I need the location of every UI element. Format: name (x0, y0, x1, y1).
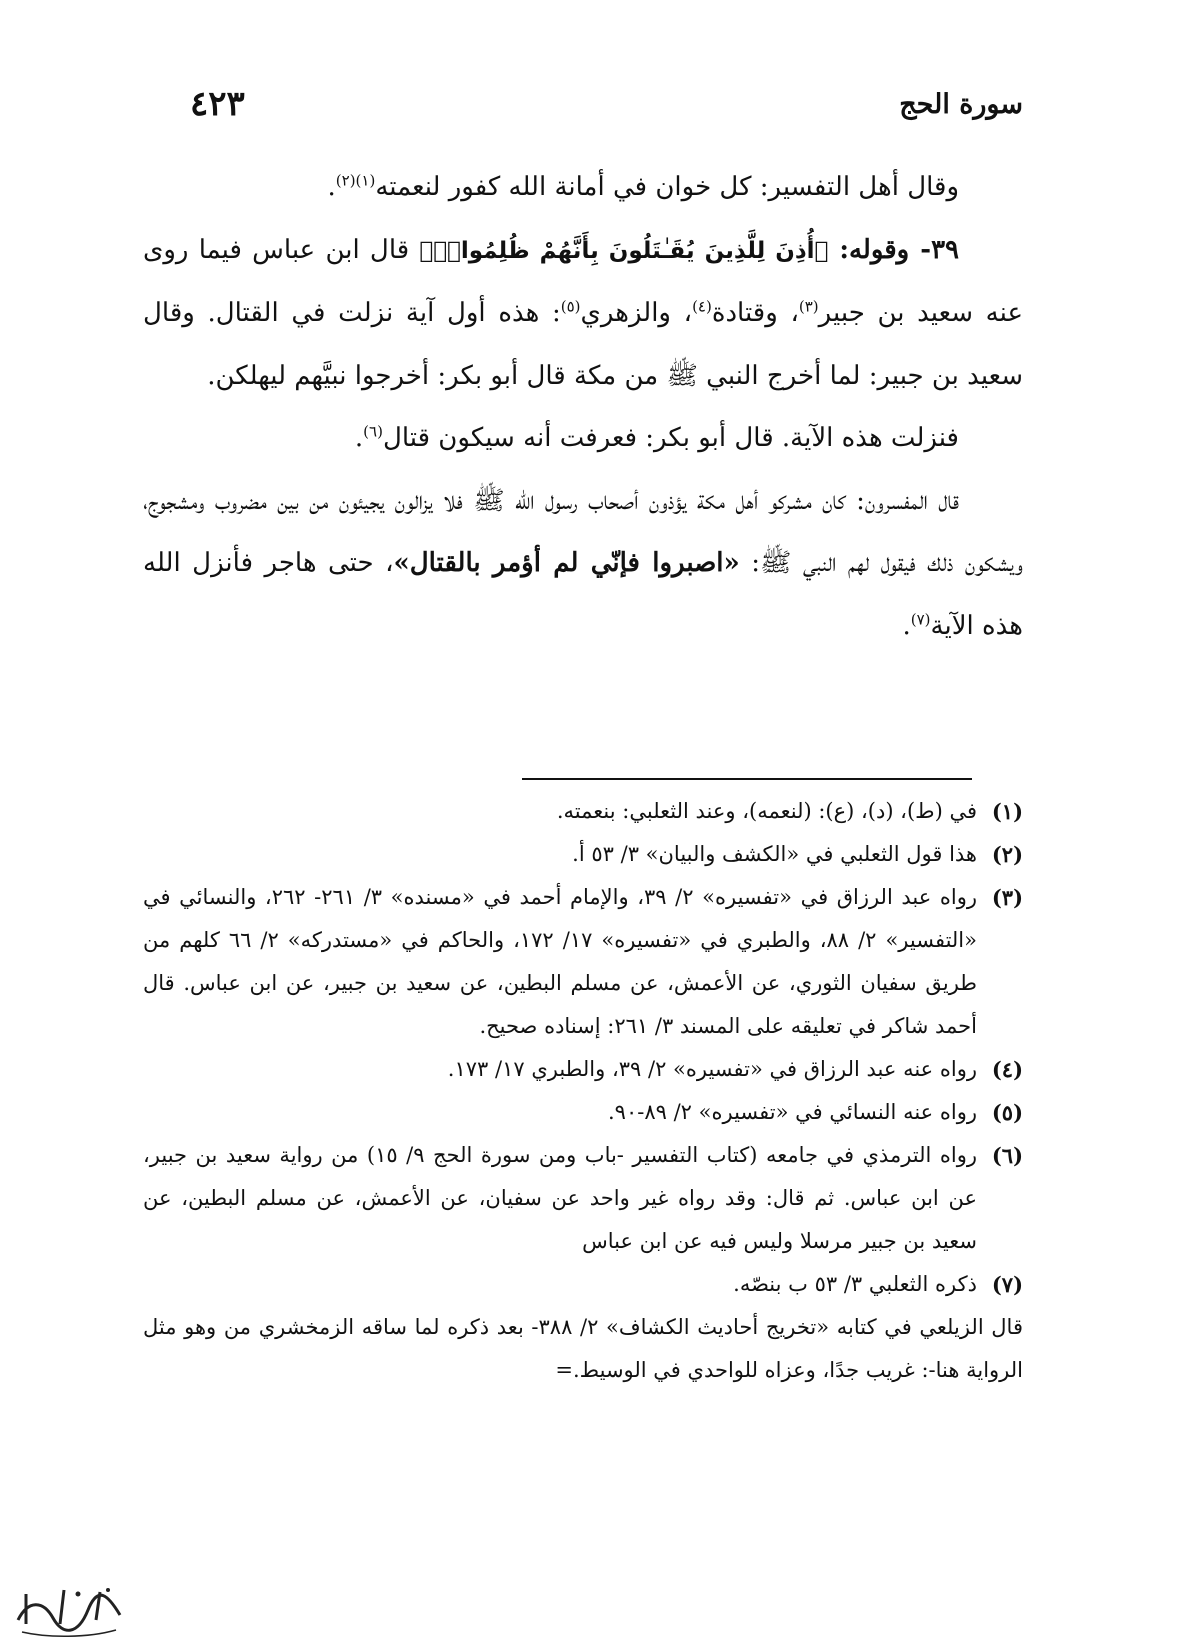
footnote-number: (٥) (991, 1100, 1023, 1125)
paragraph-1-text: وقال أهل التفسير: كل خوان في أمانة الله كفور لنعمته (375, 172, 959, 202)
paragraph-3-text: فنزلت هذه الآية. قال أبو بكر: فعرفت أنه سيكون قتال (382, 423, 959, 453)
footnote-number: (٦) (991, 1143, 1023, 1168)
paragraph-1 (143, 156, 1023, 219)
footnote-5 (143, 1091, 1023, 1134)
footnote-ref-7[interactable]: (٧) (910, 609, 931, 628)
footnote-text: رواه عبد الرزاق في «تفسيره» ٢/ ٣٩، والإمام أحمد في «مسنده» ٣/ ٢٦١- ٢٦٢، والنسائي في «التفسير» ٢/ ٨٨، والطبري في «تفسيره» ١٧/ ١٧٢، والحاكم في «مستدركه» ٢/ ٦٦ كلهم من طريق سفيان الثوري، عن الأعمش، عن مسلم البطين، عن سعيد بن جبير، عن ابن عباس. قال أحمد شاكر في تعليقه على المسند ٣/ ٢٦١: إسناده صحيح. (143, 885, 977, 1038)
footnotes-section (143, 790, 1023, 1392)
footnote-ref-5[interactable]: (٥) (560, 297, 581, 316)
paragraph-4-end: . (902, 610, 911, 641)
footnote-text: رواه الترمذي في جامعه (كتاب التفسير -باب ومن سورة الحج ٩/ ١٥) من رواية سعيد بن جبير، عن ابن عباس. ثم قال: وقد رواه غير واحد عن سفيان، عن الأعمش، عن مسلم البطين، عن سعيد بن جبير مرسلا وليس فيه عن ابن عباس (143, 1143, 977, 1253)
paragraph-3-end: . (354, 423, 364, 453)
footnote-2 (143, 833, 1023, 876)
footnote-ref-3[interactable]: (٣) (798, 297, 819, 316)
footnote-text: هذا قول الثعلبي في «الكشف والبيان» ٣/ ٥٣ أ. (572, 842, 977, 866)
footnote-continuation: قال الزيلعي في كتابه «تخريج أحاديث الكشاف» ٢/ ٣٨٨- بعد ذكره لما ساقه الزمخشري من وهو مثل الرواية هنا-: غريب جدًا، وعزاه للواحدي في الوسيط.= (143, 1315, 1023, 1382)
footnote-text: رواه عنه عبد الرزاق في «تفسيره» ٢/ ٣٩، والطبري ١٧/ ١٧٣. (447, 1057, 977, 1081)
running-title: سورة الحج (899, 88, 1023, 120)
paragraph-4-a: قال المفسرون: كان مشركو أهل مكة يؤذون أصحاب رسول الله ﷺ فلا يزالون يجيئون من بين مضروب ومشجوج، ويشكون ذلك فيقول لهم النبي ﷺ: (143, 485, 1023, 578)
footnote-number: (١) (991, 799, 1023, 824)
paragraph-2-a: قال ابن عباس فيما روى عنه سعيد بن جبير (143, 234, 1023, 328)
verse-number-lead: ٣٩- وقوله: (828, 234, 959, 265)
footnote-ref-6[interactable]: (٦) (363, 422, 383, 441)
paragraph-4-b: ، حتى هاجر فأنزل الله هذه الآية (143, 548, 1023, 641)
footnote-text: ذكره الثعلبي ٣/ ٥٣ ب بنصّه. (733, 1272, 977, 1296)
footnote-divider (522, 778, 972, 780)
paragraph-2-c: ، والزهري (580, 298, 693, 328)
almustafa-logo-icon (8, 1580, 128, 1642)
footnote-6 (143, 1134, 1023, 1263)
footnote-1 (143, 790, 1023, 833)
quran-verse: ﴿أُذِنَ لِلَّذِينَ يُقَـٰتَلُونَ بِأَنَّهُمْ ظُلِمُوا۟ۚ﴾ (419, 237, 829, 264)
footnote-text: رواه عنه النسائي في «تفسيره» ٢/ ٨٩-٩٠. (607, 1100, 977, 1124)
hadith-quote: «اصبروا فإنّي لم أؤمر بالقتال» (393, 548, 740, 578)
footnote-number: (٣) (991, 885, 1023, 910)
paragraph-4 (143, 470, 1023, 658)
footnote-number: (٤) (991, 1057, 1023, 1082)
footnote-3 (143, 876, 1023, 1048)
footnote-7 (143, 1263, 1023, 1306)
footnote-number: (٧) (991, 1272, 1023, 1297)
paragraph-2-b: ، وقتادة (711, 298, 799, 328)
footnote-ref-4[interactable]: (٤) (692, 297, 712, 316)
footnote-text: في (ط)، (د)، (ع): (لنعمه)، وعند الثعلبي: بنعمته. (556, 799, 977, 823)
paragraph-1-end: . (327, 172, 336, 202)
page-number: ٤٢٣ (190, 84, 245, 124)
paragraph-2-d: : هذه أول آية نزلت في القتال. وقال سعيد بن جبير: لما أخرج النبي ﷺ من مكة قال أبو بكر: أخرجوا نبيَّهم ليهلكن. (143, 298, 1023, 391)
footnote-ref-1-2[interactable]: (١)(٢) (335, 171, 376, 190)
paragraph-3 (143, 407, 1023, 470)
page-header (190, 82, 1023, 126)
footnote-4 (143, 1048, 1023, 1091)
main-text (143, 156, 1023, 657)
paragraph-2 (143, 219, 1023, 408)
footnote-number: (٢) (991, 842, 1023, 867)
